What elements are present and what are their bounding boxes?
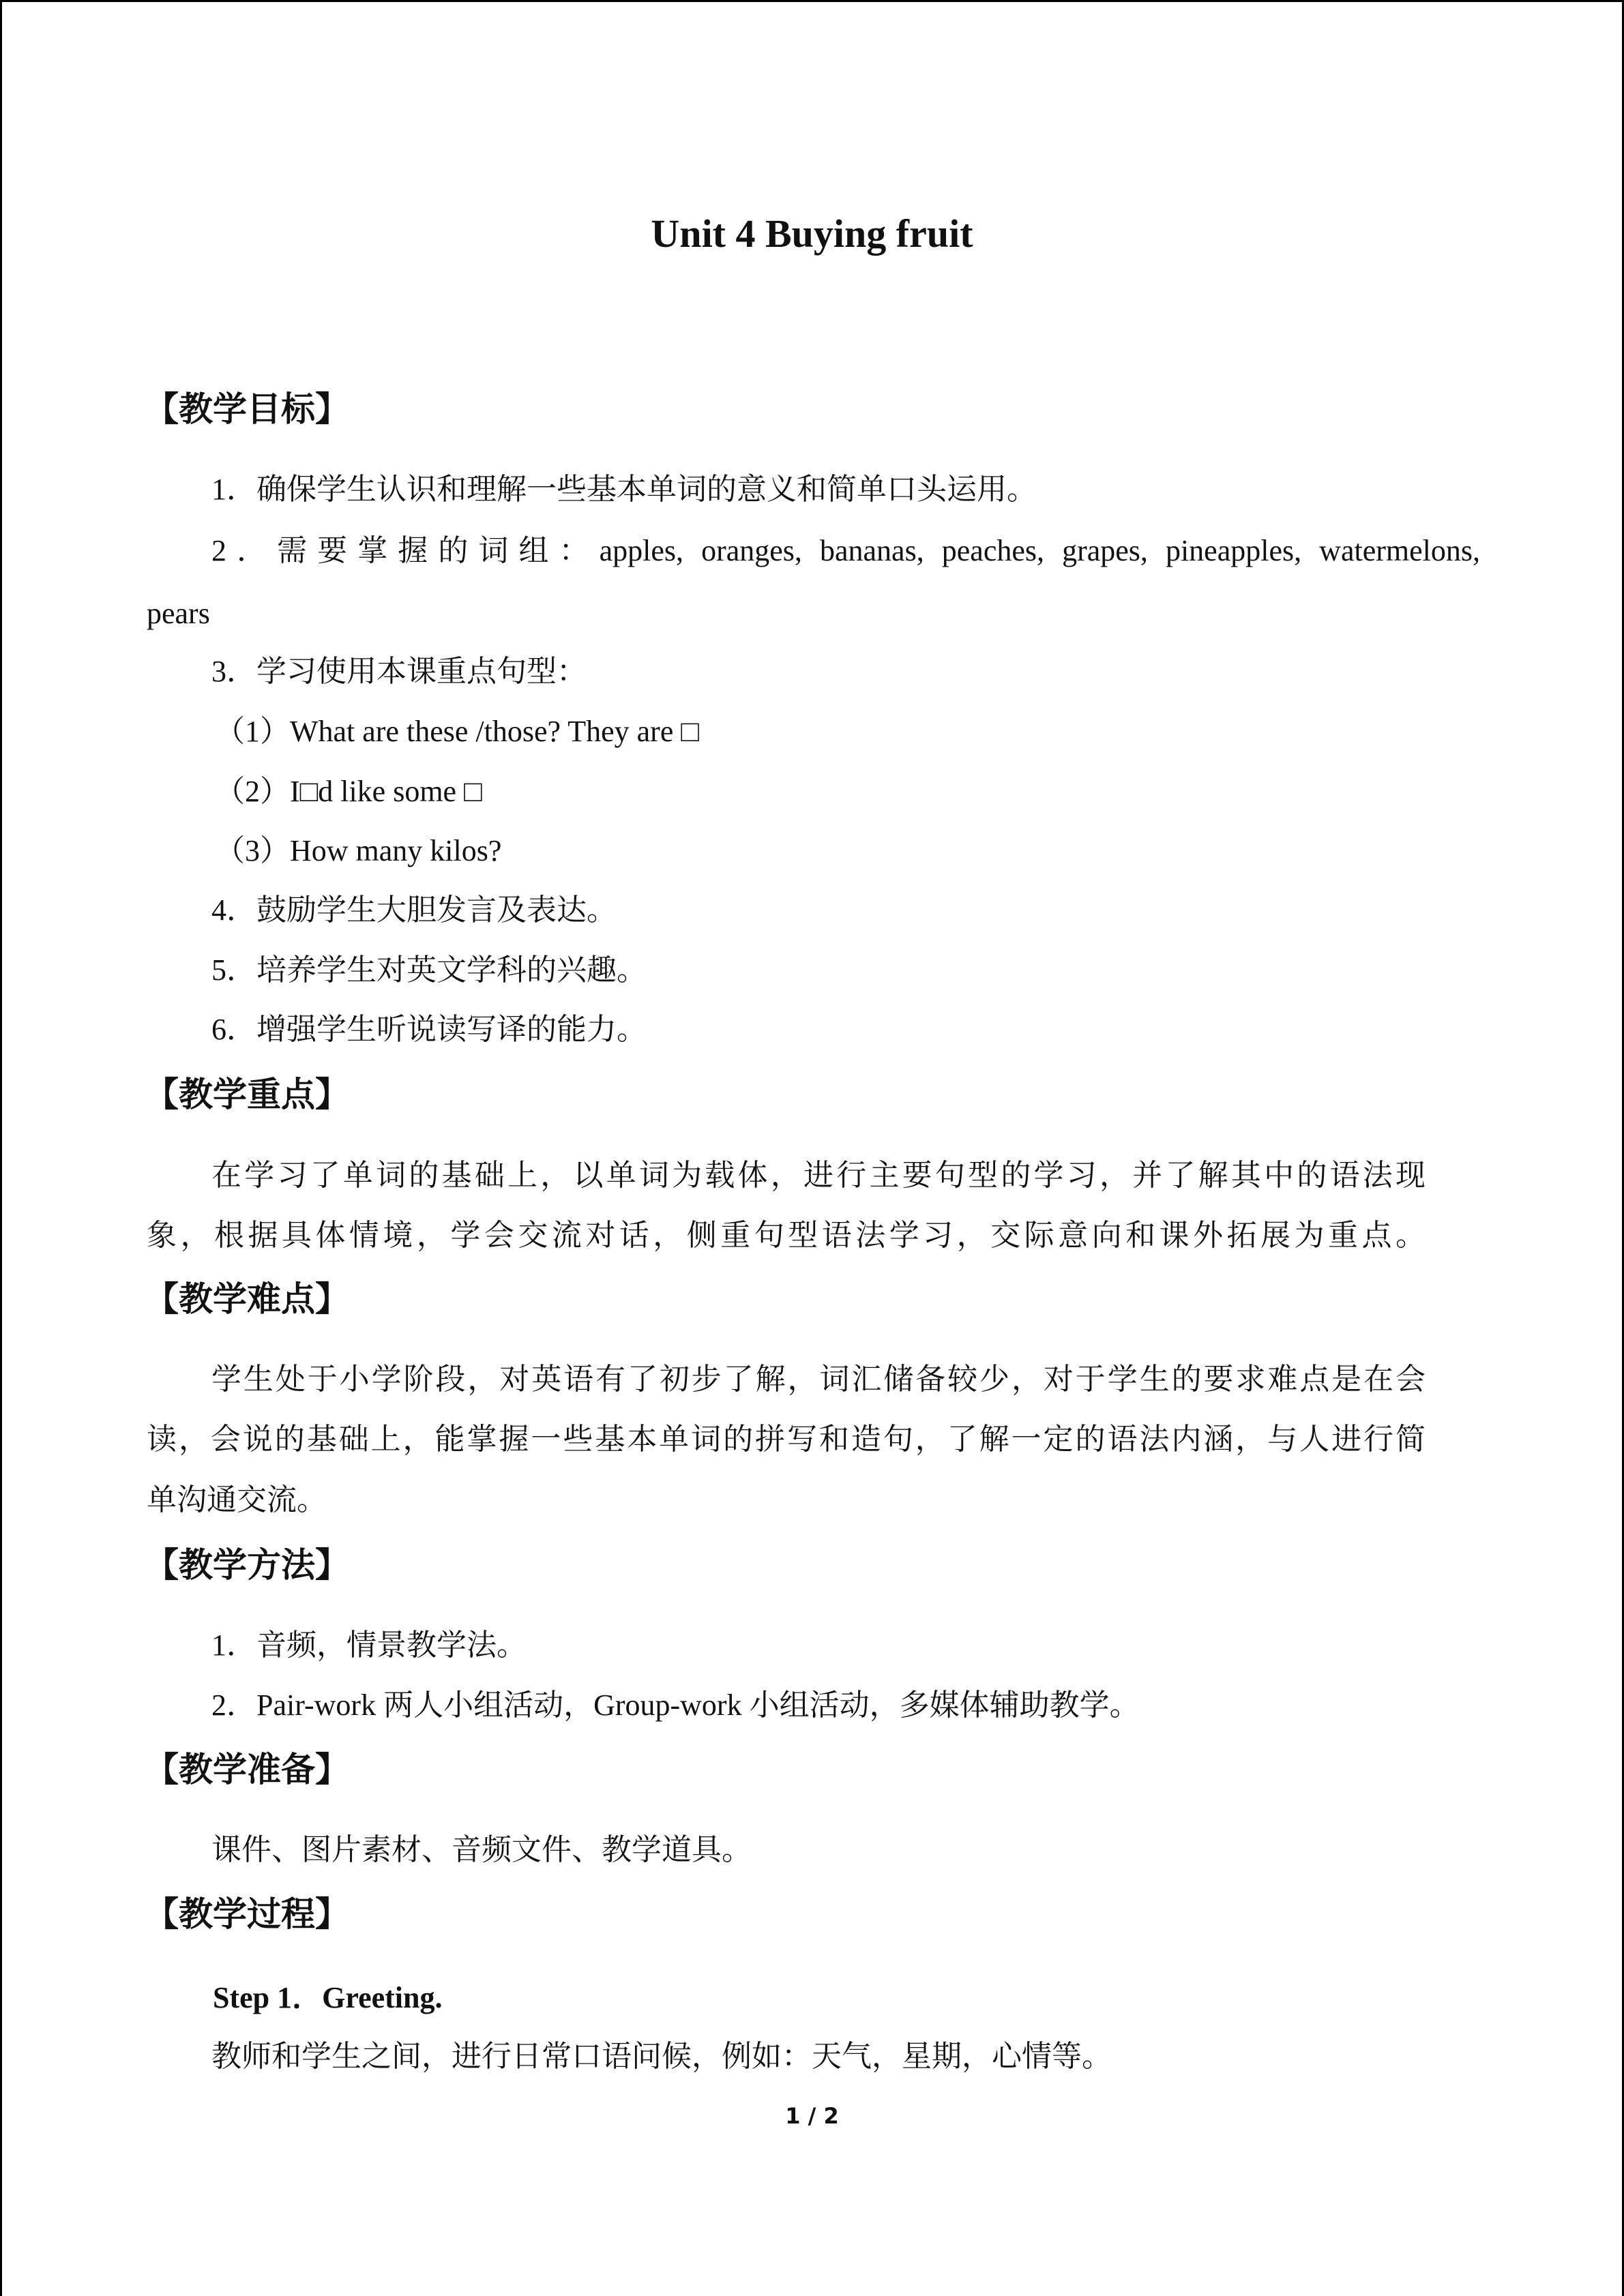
difficulties-line: 学生处于小学阶段，对英语有了初步了解，词汇储备较少，对于学生的要求难点是在会 (211, 1362, 1426, 1396)
objective-item: 6．增强学生听说读写译的能力。 (211, 1013, 647, 1046)
section-heading-difficulties: 【教学难点】 (145, 1280, 349, 1318)
section-heading-process: 【教学过程】 (145, 1895, 349, 1933)
section-heading-methods: 【教学方法】 (145, 1546, 349, 1584)
method-item: 2．Pair-work 两人小组活动，Group-work 小组活动，多媒体辅助教学。 (211, 1688, 1140, 1722)
key-points-line: 象，根据具体情境，学会交流对话，侧重句型语法学习，交际意向和课外拓展为重点。 (147, 1219, 1426, 1252)
step-text: 教师和学生之间，进行日常口语问候，例如：天气，星期，心情等。 (211, 2040, 1112, 2073)
step-title: Step 1．Greeting. (213, 1981, 443, 2014)
preparation-text: 课件、图片素材、音频文件、教学道具。 (211, 1833, 752, 1866)
sentence-pattern: （3）How many kilos? (215, 834, 502, 867)
objective-item: 2．需要掌握的词组：apples, oranges, bananas, peaches, grapes, pineapples, watermelons, (211, 534, 1480, 567)
page-number: 1 / 2 (785, 2103, 839, 2129)
objective-item: 5．培养学生对英文学科的兴趣。 (211, 953, 647, 987)
document-title: Unit 4 Buying fruit (651, 211, 973, 256)
section-heading-objectives: 【教学目标】 (145, 390, 349, 428)
objective-item: 1．确保学生认识和理解一些基本单词的意义和简单口头运用。 (211, 473, 1037, 506)
objective-item: 3．学习使用本课重点句型： (211, 655, 587, 688)
sentence-pattern: （2）I□d like some □ (215, 775, 482, 808)
key-points-line: 在学习了单词的基础上，以单词为载体，进行主要句型的学习，并了解其中的语法现 (211, 1159, 1426, 1192)
difficulties-line: 读，会说的基础上，能掌握一些基本单词的拼写和造句，了解一定的语法内涵，与人进行简 (147, 1422, 1426, 1456)
objective-item: 4．鼓励学生大胆发言及表达。 (211, 893, 617, 927)
difficulties-line: 单沟通交流。 (147, 1483, 327, 1517)
method-item: 1．音频，情景教学法。 (211, 1628, 527, 1662)
section-heading-key-points: 【教学重点】 (145, 1075, 349, 1114)
sentence-pattern: （1）What are these /those? They are □ (215, 715, 699, 748)
section-heading-preparation: 【教学准备】 (145, 1750, 349, 1789)
objective-item-continued: pears (147, 597, 210, 630)
